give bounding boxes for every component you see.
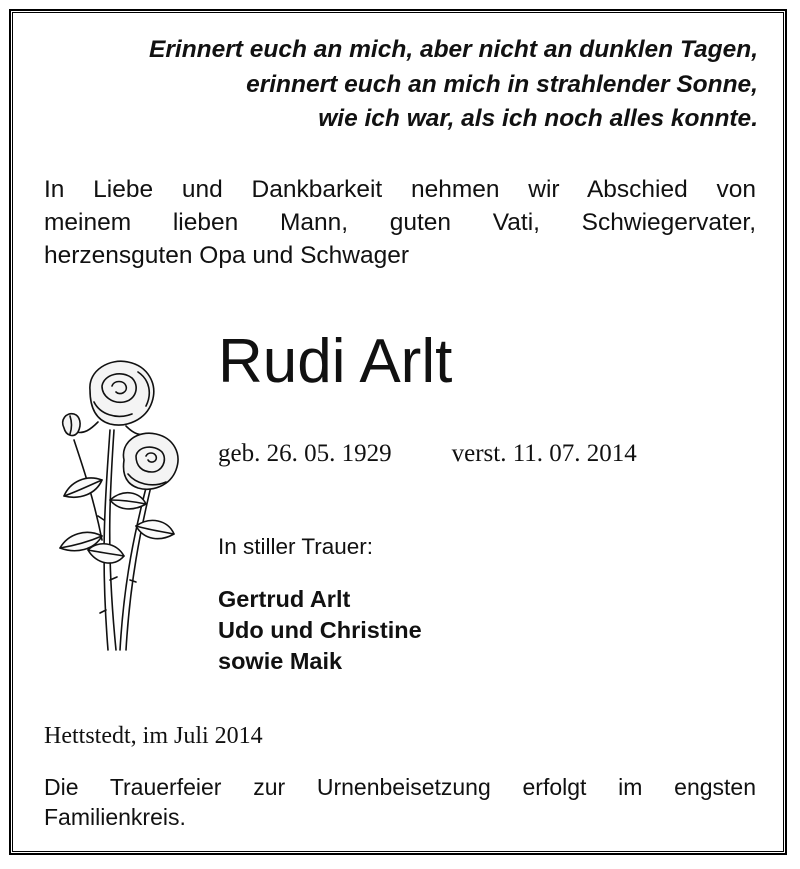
motto-line: erinnert euch an mich in strahlender Sonne, bbox=[246, 70, 758, 98]
motto-line: Erinnert euch an mich, aber nicht an dunklen Tagen, bbox=[149, 36, 758, 63]
motto-verse bbox=[44, 33, 758, 137]
intro-line: In Liebe und Dankbarkeit nehmen wir Abschied von bbox=[44, 176, 756, 203]
funeral-notice bbox=[44, 772, 756, 832]
intro-line: herzensguten Opa und Schwager bbox=[44, 242, 410, 269]
mourner-name: Udo und Christine bbox=[218, 617, 422, 643]
life-dates bbox=[218, 438, 637, 470]
mourning-label: In stiller Trauer: bbox=[218, 534, 374, 559]
mourner-name: sowie Maik bbox=[218, 648, 343, 674]
rose-icon bbox=[40, 350, 190, 660]
funeral-line: Familienkreis. bbox=[44, 804, 186, 830]
farewell-intro bbox=[44, 173, 756, 272]
motto-line: wie ich war, als ich noch alles konnte. bbox=[318, 105, 758, 132]
death-date: verst. 11. 07. 2014 bbox=[451, 440, 637, 467]
mourners-list bbox=[218, 584, 422, 677]
intro-line: meinem lieben Mann, guten Vati, Schwiegervater, bbox=[44, 209, 756, 236]
place-date: Hettstedt, im Juli 2014 bbox=[44, 723, 263, 749]
deceased-name: Rudi Arlt bbox=[218, 327, 453, 396]
mourner-name: Gertrud Arlt bbox=[218, 586, 351, 612]
funeral-line: Die Trauerfeier zur Urnenbeisetzung erfolgt im engsten bbox=[44, 774, 756, 800]
birth-date: geb. 26. 05. 1929 bbox=[218, 440, 392, 467]
